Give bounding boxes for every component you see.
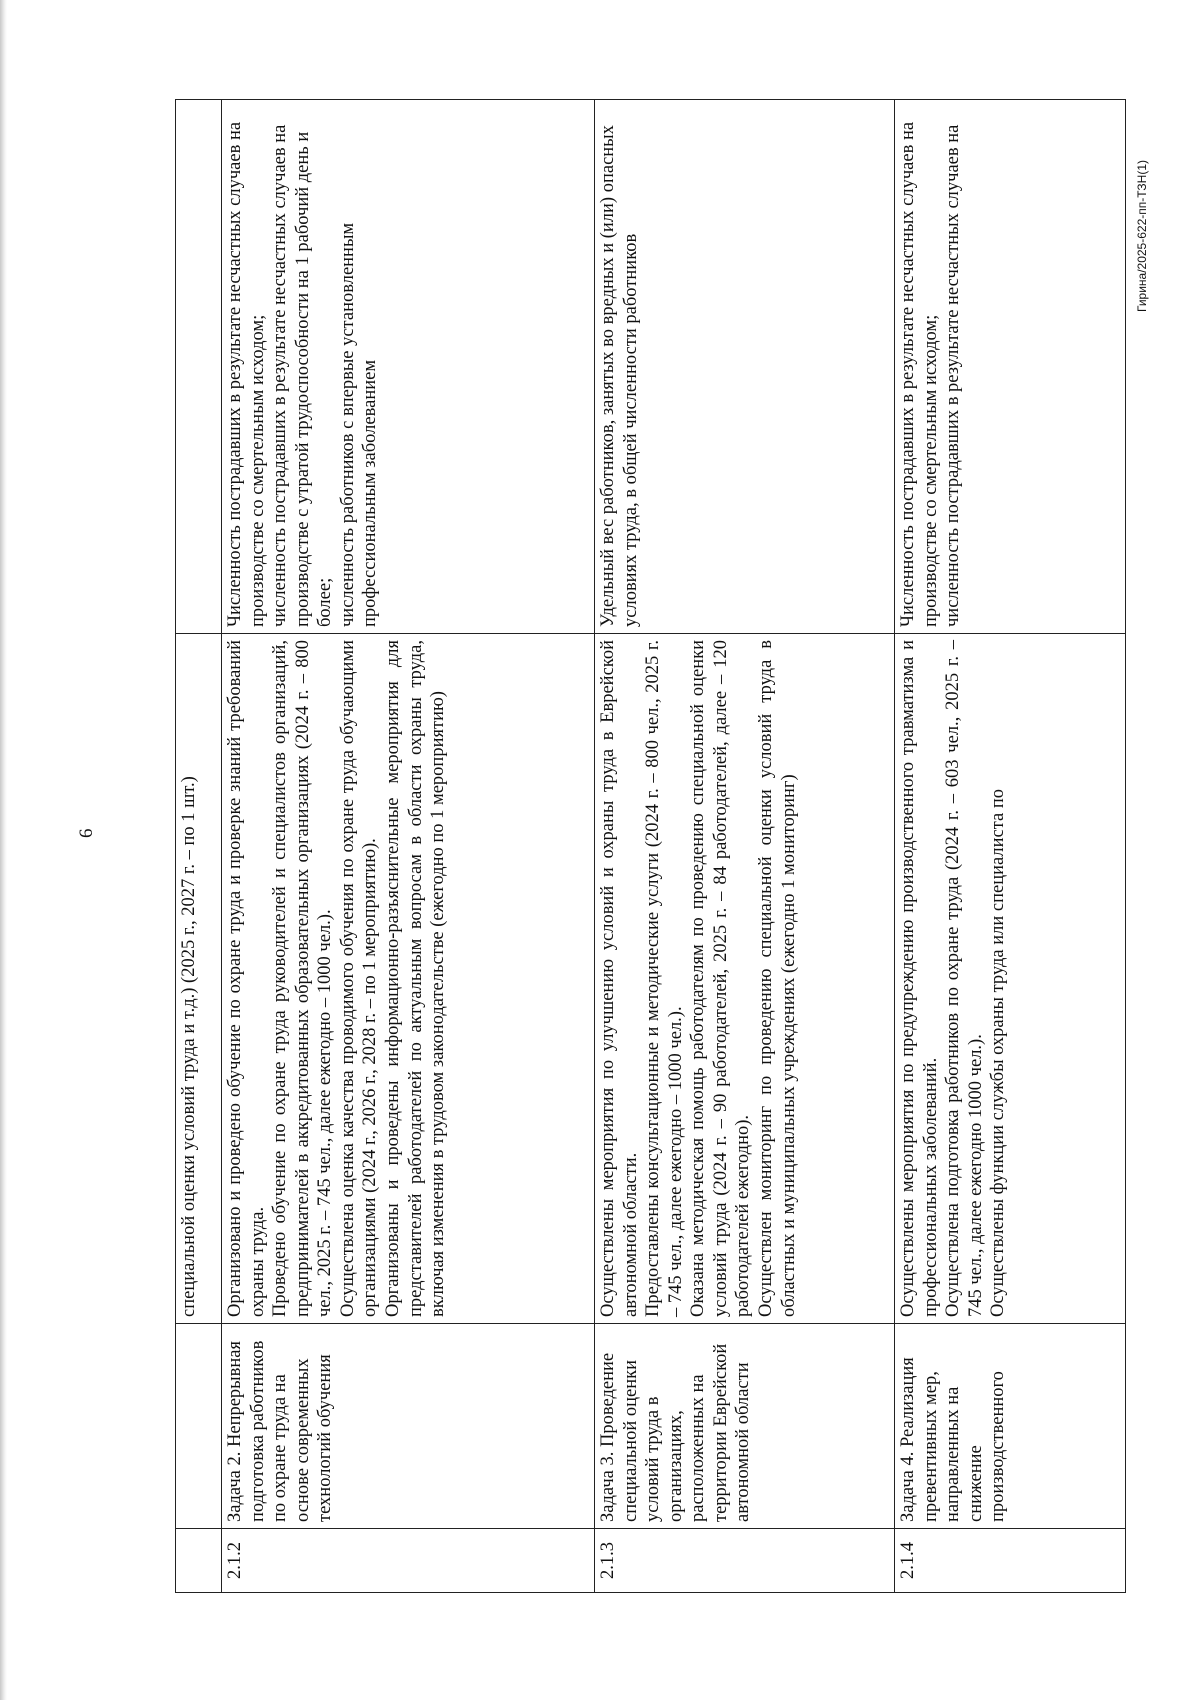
table-row-2-1-3 [595,100,895,1593]
task-text: Задача 2. Непрерывная подготовка работников по охране труда на основе современных технологий обучения [225,1340,336,1522]
cell-number [222,1529,595,1593]
table-row-2-1-4 [895,100,1126,1593]
row-number: 2.1.2 [225,1542,245,1579]
cell-activities [895,634,1126,1324]
rotated-table-frame [175,100,1125,1593]
indicator-paragraph: численность пострадавших в результате несчастных случаев на [943,124,964,627]
indicator-paragraph: Численность пострадавших в результате несчастных случаев на производстве со смертельным исходом; [225,121,268,627]
indicator-paragraph: численность работников с впервые установленным профессиональным заболеванием [337,222,381,627]
cell-indicators [595,100,895,634]
cell-task [595,1324,895,1529]
cell-activities [176,634,222,1324]
activity-paragraph: Осуществлены функции службы охраны труда или специалиста по [988,788,1009,1317]
cell-number [895,1529,1126,1593]
activity-paragraph: Проведено обучение по охране труда руководителей и специалистов организаций, предпринимателей в аккредитованных образовательных организациях (2024 г. – 800 чел., 2025 г. – 745 чел., далее ежегодно – 1000 чел.). [270,640,336,1317]
indicator-paragraph: численность пострадавших в результате несчастных случаев на производстве с утратой трудоспособности на 1 рабочий день и более; [270,124,336,627]
activity-paragraph: Осуществлен мониторинг по проведению специальной оценки условий труда в областных и муниципальных учреждениях (ежегодно 1 мониторинг) [755,640,799,1317]
cell-number [595,1529,895,1593]
row-number: 2.1.3 [598,1542,618,1579]
activities-text: специальной оценки условий труда и т.д.) (2025 г., 2027 г. – по 1 шт.) [179,776,199,1317]
cell-indicators [222,100,595,634]
activity-paragraph: Осуществлена оценка качества проводимого обучения по охране труда обучающими организациями (2024 г., 2026 г., 2028 г. – по 1 мероприятию). [337,640,381,1317]
cell-activities [595,634,895,1324]
activity-paragraph: Организованы и проведены информационно-разъяснительные мероприятия для представителей работодателей по актуальным вопросам в области охраны труда, включая изменения в трудовом законодательстве (ежегодно по 1 мероприятию) [382,640,449,1317]
activity-paragraph: Осуществлены мероприятия по предупреждению производственного травматизма и профессиональных заболеваний. [898,640,941,1317]
indicator-paragraph: Численность пострадавших в результате несчастных случаев на производстве со смертельным исходом; [898,121,941,627]
indicator-paragraph: Удельный вес работников, занятых во вредных и (или) опасных условиях труда, в общей численности работников [598,125,641,627]
cell-indicators [895,100,1126,634]
row-number: 2.1.4 [898,1542,918,1579]
activity-paragraph: Оказана методическая помощь работодателям по проведению специальной оценки условий труда (2024 г. – 90 работодателей, 2025 г. – 84 работодателей, далее – 120 работодателей ежегодно). [688,640,754,1317]
page-number: 6 [76,828,97,838]
task-text: Задача 4. Реализация превентивных мер, направленных на снижение производственного [898,1357,1009,1522]
cell-activities [222,634,595,1324]
scan-edge-shadow [0,0,7,1700]
activity-paragraph: Организовано и проведено обучение по охране труда и проверке знаний требований охраны труда. [225,640,268,1317]
task-text: Задача 3. Проведение специальной оценки условий труда в организациях, расположенных на территории Еврейской автономной области [598,1343,754,1522]
cell-indicators [176,100,222,634]
cell-number [176,1529,222,1593]
cell-task [895,1324,1126,1529]
activity-paragraph: Предоставлены консультационные и методические услуги (2024 г. – 800 чел., 2025 г. – 745 чел., далее ежегодно – 1000 чел.). [643,640,686,1317]
measures-table [175,99,1126,1593]
document-footer-code: Гирина/2025-622-пп-ТЗН(1) [1135,159,1149,312]
activity-paragraph: Осуществлена подготовка работников по охране труда (2024 г. – 603 чел., 2025 г. – 745 чел., далее ежегодно 1000 чел.). [943,640,986,1317]
table-row-continuation [176,100,222,1593]
cell-task [176,1324,222,1529]
table-row-2-1-2 [222,100,595,1593]
activity-paragraph: Осуществлены мероприятия по улучшению условий и охраны труда в Еврейской автономной области. [598,640,641,1317]
cell-task [222,1324,595,1529]
